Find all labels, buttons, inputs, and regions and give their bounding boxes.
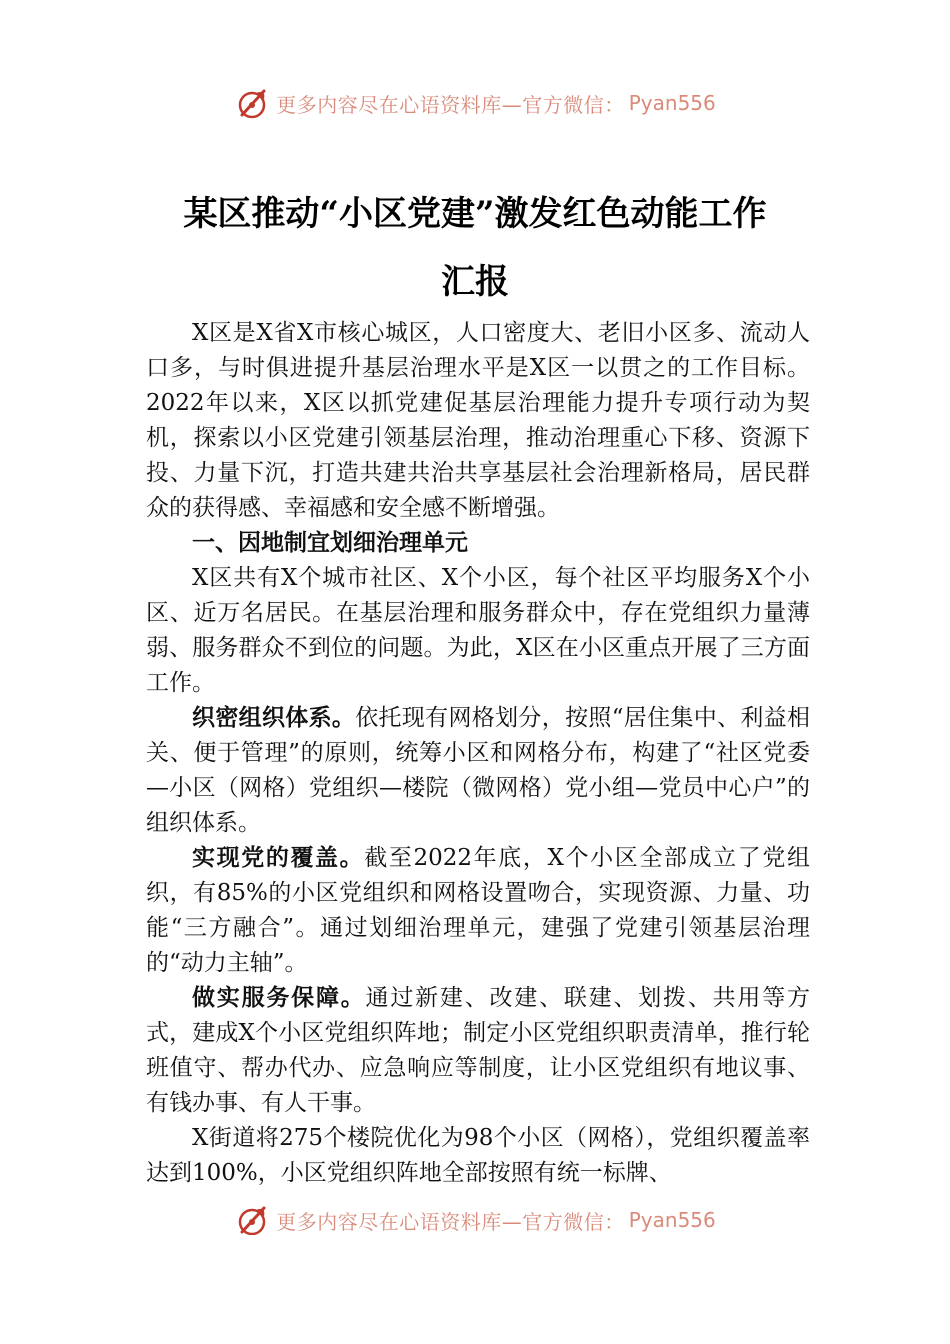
paragraph-coverage xyxy=(146,841,810,981)
intro-paragraph: X区是X省X市核心城区，人口密度大、老旧小区多、流动人口多，与时俱进提升基层治理水平是X区一以贯之的工作目标。2022年以来，X区以抓党建促基层治理能力提升专项行动为契机，探索以小区党建引领基层治理，推动治理重心下移、资源下投、力量下沉，打造共建共治共享基层社会治理新格局，居民群众的获得感、幸福感和安全感不断增强。 xyxy=(146,320,810,521)
document-title-line2: 汇报 xyxy=(441,262,509,302)
paragraph-organization xyxy=(146,701,810,841)
section-heading-1: 一、因地制宜划细治理单元 xyxy=(192,530,468,556)
quill-logo-icon xyxy=(234,1205,270,1235)
banner-text: 更多内容尽在心语资料库—官方微信： xyxy=(276,92,625,117)
paragraph-street: X街道将275个楼院优化为98个小区（网格），党组织覆盖率达到100%，小区党组织阵地全部按照有统一标牌、 xyxy=(146,1125,810,1186)
lead-service: 做实服务保障。 xyxy=(192,985,366,1011)
banner-wechat-id: Pyan556 xyxy=(628,91,716,115)
banner-wechat-id: Pyan556 xyxy=(628,1208,716,1232)
paragraph-service xyxy=(146,981,810,1121)
banner-text: 更多内容尽在心语资料库—官方微信： xyxy=(276,1209,625,1234)
body-service: 通过新建、改建、联建、划拨、共用等方式，建成X个小区党组织阵地；制定小区党组织职责清单，推行轮班值守、帮办代办、应急响应等制度，让小区党组织有地议事、有钱办事、有人干事。 xyxy=(146,985,811,1116)
document-title-line1: 某区推动“小区党建”激发红色动能工作 xyxy=(183,194,767,234)
body-coverage: 截至2022年底，X个小区全部成立了党组织，有85%的小区党组织和网格设置吻合，实现资源、力量、功能“三方融合”。通过划细治理单元，建强了党建引领基层治理的“动力主轴”。 xyxy=(146,845,810,976)
lead-coverage: 实现党的覆盖。 xyxy=(192,845,365,871)
footer-watermark-banner xyxy=(0,1205,950,1235)
document-body xyxy=(146,316,810,1191)
lead-organization: 织密组织体系。 xyxy=(192,705,356,731)
body-organization: 依托现有网格划分，按照“居住集中、利益相关、便于管理”的原则，统筹小区和网格分布，构建了“社区党委—小区（网格）党组织—楼院（微网格）党小组—党员中心户”的组织体系。 xyxy=(146,705,810,836)
section1-paragraph: X区共有X个城市社区、X个小区，每个社区平均服务X个小区、近万名居民。在基层治理和服务群众中，存在党组织力量薄弱、服务群众不到位的问题。为此，X区在小区重点开展了三方面工作。 xyxy=(146,565,810,696)
